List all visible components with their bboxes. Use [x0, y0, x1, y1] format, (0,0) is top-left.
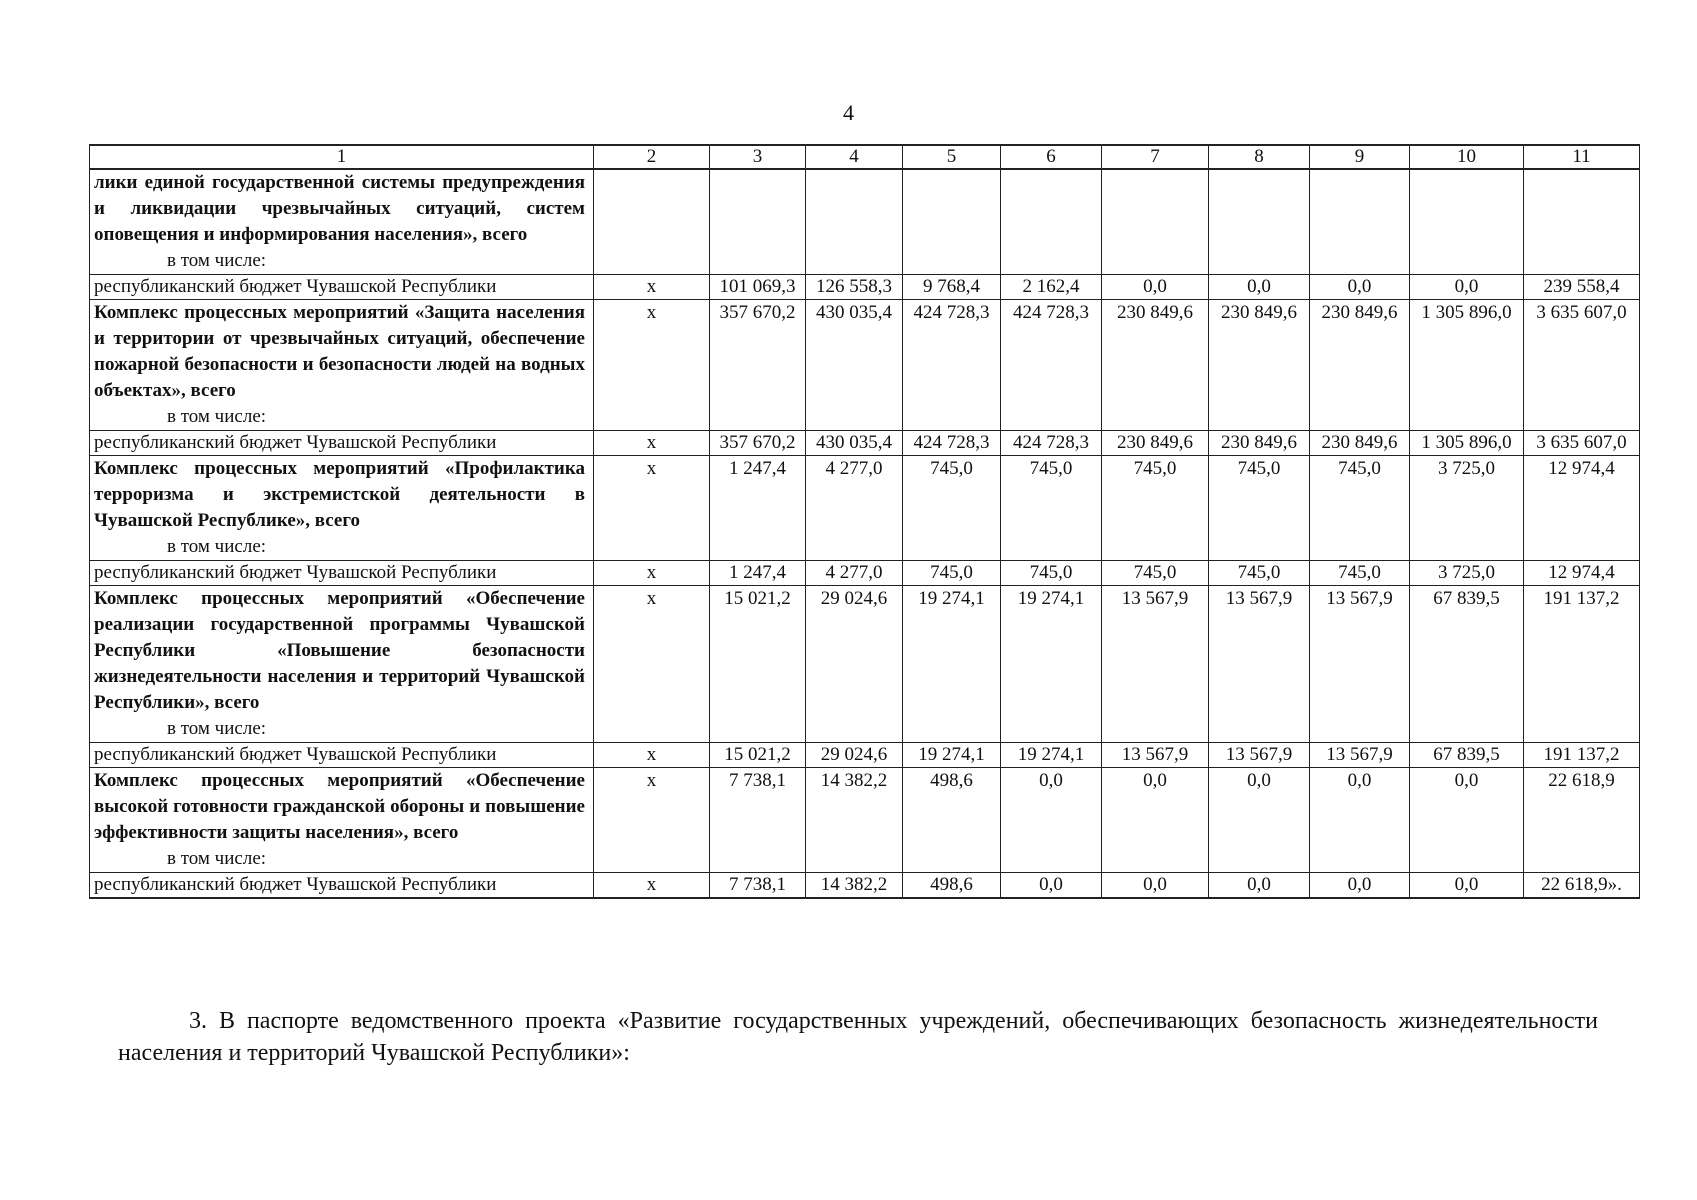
column-header-8: 8 [1209, 145, 1310, 169]
value-cell: 745,0 [903, 456, 1001, 561]
value-cell: x [594, 586, 710, 743]
value-cell: 2 162,4 [1001, 275, 1102, 300]
value-cell [710, 169, 806, 275]
group-title: Комплекс процессных мероприятий «Обеспечение реализации государственной программы Чувашской Республики «Повышение безопасности жизнедеятельности населения и территорий Чувашской Республики», всего [94, 588, 585, 713]
column-header-1: 1 [90, 145, 594, 169]
table-row-group-total [90, 768, 1640, 873]
value-cell: 15 021,2 [710, 743, 806, 768]
value-cell: 3 725,0 [1410, 456, 1524, 561]
value-cell: 1 305 896,0 [1410, 300, 1524, 431]
group-title: Комплекс процессных мероприятий «Профилактика терроризма и экстремистской деятельности в Чувашской Республике», всего [94, 458, 585, 531]
value-cell: 7 738,1 [710, 768, 806, 873]
value-cell [1410, 169, 1524, 275]
value-cell: 19 274,1 [903, 743, 1001, 768]
value-cell: 13 567,9 [1310, 743, 1410, 768]
value-cell: 230 849,6 [1209, 300, 1310, 431]
value-cell: 0,0 [1410, 275, 1524, 300]
value-cell: 498,6 [903, 768, 1001, 873]
value-cell: 14 382,2 [806, 768, 903, 873]
value-cell: 4 277,0 [806, 456, 903, 561]
value-cell: 0,0 [1209, 768, 1310, 873]
value-cell: 430 035,4 [806, 300, 903, 431]
value-cell: x [594, 561, 710, 586]
value-cell: 13 567,9 [1102, 586, 1209, 743]
column-header-5: 5 [903, 145, 1001, 169]
value-cell: 22 618,9». [1524, 873, 1640, 899]
column-header-4: 4 [806, 145, 903, 169]
value-cell: 13 567,9 [1209, 743, 1310, 768]
value-cell: 745,0 [1102, 561, 1209, 586]
value-cell: 3 725,0 [1410, 561, 1524, 586]
value-cell: 230 849,6 [1310, 431, 1410, 456]
value-cell: 498,6 [903, 873, 1001, 899]
group-subtitle: в том числе: [167, 250, 267, 271]
header-row [90, 145, 1640, 169]
column-header-2: 2 [594, 145, 710, 169]
value-cell: 424 728,3 [903, 300, 1001, 431]
value-cell: 19 274,1 [903, 586, 1001, 743]
value-cell: 1 247,4 [710, 561, 806, 586]
table-row-group-total [90, 456, 1640, 561]
value-cell: 29 024,6 [806, 743, 903, 768]
column-header-11: 11 [1524, 145, 1640, 169]
value-cell: 0,0 [1102, 768, 1209, 873]
value-cell: x [594, 768, 710, 873]
value-cell: 12 974,4 [1524, 456, 1640, 561]
value-cell: 1 305 896,0 [1410, 431, 1524, 456]
value-cell: 745,0 [1001, 456, 1102, 561]
value-cell: 0,0 [1102, 873, 1209, 899]
value-cell: 191 137,2 [1524, 743, 1640, 768]
budget-label-cell: республиканский бюджет Чувашской Республики [90, 743, 594, 768]
value-cell: 14 382,2 [806, 873, 903, 899]
value-cell: 745,0 [1209, 561, 1310, 586]
value-cell [903, 169, 1001, 275]
value-cell: 745,0 [1001, 561, 1102, 586]
value-cell: 19 274,1 [1001, 743, 1102, 768]
group-subtitle: в том числе: [167, 848, 267, 869]
column-header-3: 3 [710, 145, 806, 169]
column-header-9: 9 [1310, 145, 1410, 169]
value-cell: 230 849,6 [1310, 300, 1410, 431]
value-cell: 13 567,9 [1102, 743, 1209, 768]
value-cell: 745,0 [1310, 456, 1410, 561]
value-cell: x [594, 456, 710, 561]
value-cell: x [594, 743, 710, 768]
value-cell: 230 849,6 [1209, 431, 1310, 456]
value-cell [1524, 169, 1640, 275]
table-row-budget [90, 561, 1640, 586]
value-cell: 9 768,4 [903, 275, 1001, 300]
value-cell: 745,0 [1209, 456, 1310, 561]
value-cell: 67 839,5 [1410, 743, 1524, 768]
value-cell: 0,0 [1410, 873, 1524, 899]
value-cell: 0,0 [1209, 873, 1310, 899]
group-subtitle: в том числе: [167, 536, 267, 557]
value-cell [594, 169, 710, 275]
value-cell: 230 849,6 [1102, 300, 1209, 431]
row-label-cell [90, 456, 594, 561]
value-cell: x [594, 873, 710, 899]
value-cell: 430 035,4 [806, 431, 903, 456]
value-cell: x [594, 300, 710, 431]
budget-label-cell: республиканский бюджет Чувашской Республики [90, 275, 594, 300]
value-cell: 15 021,2 [710, 586, 806, 743]
value-cell: 424 728,3 [1001, 300, 1102, 431]
value-cell: 0,0 [1310, 768, 1410, 873]
table-row-group-total [90, 586, 1640, 743]
column-header-7: 7 [1102, 145, 1209, 169]
value-cell: 0,0 [1001, 873, 1102, 899]
value-cell: 101 069,3 [710, 275, 806, 300]
value-cell: x [594, 275, 710, 300]
body-paragraph: 3. В паспорте ведомственного проекта «Развитие государственных учреждений, обеспечивающих безопасность жизнедеятельности населения и территорий Чувашской Республики»: [118, 1008, 1598, 1066]
value-cell: 191 137,2 [1524, 586, 1640, 743]
value-cell: 3 635 607,0 [1524, 300, 1640, 431]
group-subtitle: в том числе: [167, 718, 267, 739]
value-cell: 29 024,6 [806, 586, 903, 743]
group-title: Комплекс процессных мероприятий «Обеспечение высокой готовности гражданской обороны и повышение эффективности защиты населения», всего [94, 770, 585, 843]
group-title: лики единой государственной системы предупреждения и ликвидации чрезвычайных ситуаций, систем оповещения и информирования населения», всего [94, 172, 585, 245]
column-header-10: 10 [1410, 145, 1524, 169]
table-row-budget [90, 431, 1640, 456]
column-header-6: 6 [1001, 145, 1102, 169]
table-header [90, 145, 1640, 169]
table-row-group-total [90, 169, 1640, 275]
value-cell [1102, 169, 1209, 275]
budget-label-cell: республиканский бюджет Чувашской Республики [90, 431, 594, 456]
value-cell [806, 169, 903, 275]
value-cell: 22 618,9 [1524, 768, 1640, 873]
value-cell: 4 277,0 [806, 561, 903, 586]
group-title: Комплекс процессных мероприятий «Защита населения и территории от чрезвычайных ситуаций, обеспечение пожарной безопасности и безопасности людей на водных объектах», всего [94, 302, 585, 401]
row-label-cell [90, 169, 594, 275]
value-cell: 67 839,5 [1410, 586, 1524, 743]
value-cell: 0,0 [1209, 275, 1310, 300]
value-cell: 0,0 [1410, 768, 1524, 873]
table-row-budget [90, 743, 1640, 768]
value-cell: 7 738,1 [710, 873, 806, 899]
value-cell: x [594, 431, 710, 456]
value-cell: 3 635 607,0 [1524, 431, 1640, 456]
budget-label-cell: республиканский бюджет Чувашской Республики [90, 561, 594, 586]
value-cell: 745,0 [1102, 456, 1209, 561]
table-row-group-total [90, 300, 1640, 431]
value-cell: 13 567,9 [1310, 586, 1410, 743]
row-label-cell [90, 300, 594, 431]
value-cell [1310, 169, 1410, 275]
value-cell: 357 670,2 [710, 431, 806, 456]
value-cell: 0,0 [1001, 768, 1102, 873]
value-cell [1209, 169, 1310, 275]
value-cell: 1 247,4 [710, 456, 806, 561]
value-cell: 126 558,3 [806, 275, 903, 300]
value-cell: 13 567,9 [1209, 586, 1310, 743]
value-cell: 230 849,6 [1102, 431, 1209, 456]
value-cell: 0,0 [1310, 873, 1410, 899]
value-cell: 424 728,3 [903, 431, 1001, 456]
value-cell: 424 728,3 [1001, 431, 1102, 456]
value-cell: 12 974,4 [1524, 561, 1640, 586]
group-subtitle: в том числе: [167, 406, 267, 427]
row-label-cell [90, 586, 594, 743]
budget-table [89, 144, 1640, 899]
value-cell: 239 558,4 [1524, 275, 1640, 300]
value-cell: 19 274,1 [1001, 586, 1102, 743]
value-cell: 357 670,2 [710, 300, 806, 431]
table-row-budget [90, 873, 1640, 899]
value-cell: 0,0 [1102, 275, 1209, 300]
value-cell: 745,0 [903, 561, 1001, 586]
table-body [90, 169, 1640, 898]
row-label-cell [90, 768, 594, 873]
value-cell: 745,0 [1310, 561, 1410, 586]
budget-label-cell: республиканский бюджет Чувашской Республики [90, 873, 594, 899]
value-cell [1001, 169, 1102, 275]
table-row-budget [90, 275, 1640, 300]
page-number: 4 [843, 100, 854, 125]
value-cell: 0,0 [1310, 275, 1410, 300]
